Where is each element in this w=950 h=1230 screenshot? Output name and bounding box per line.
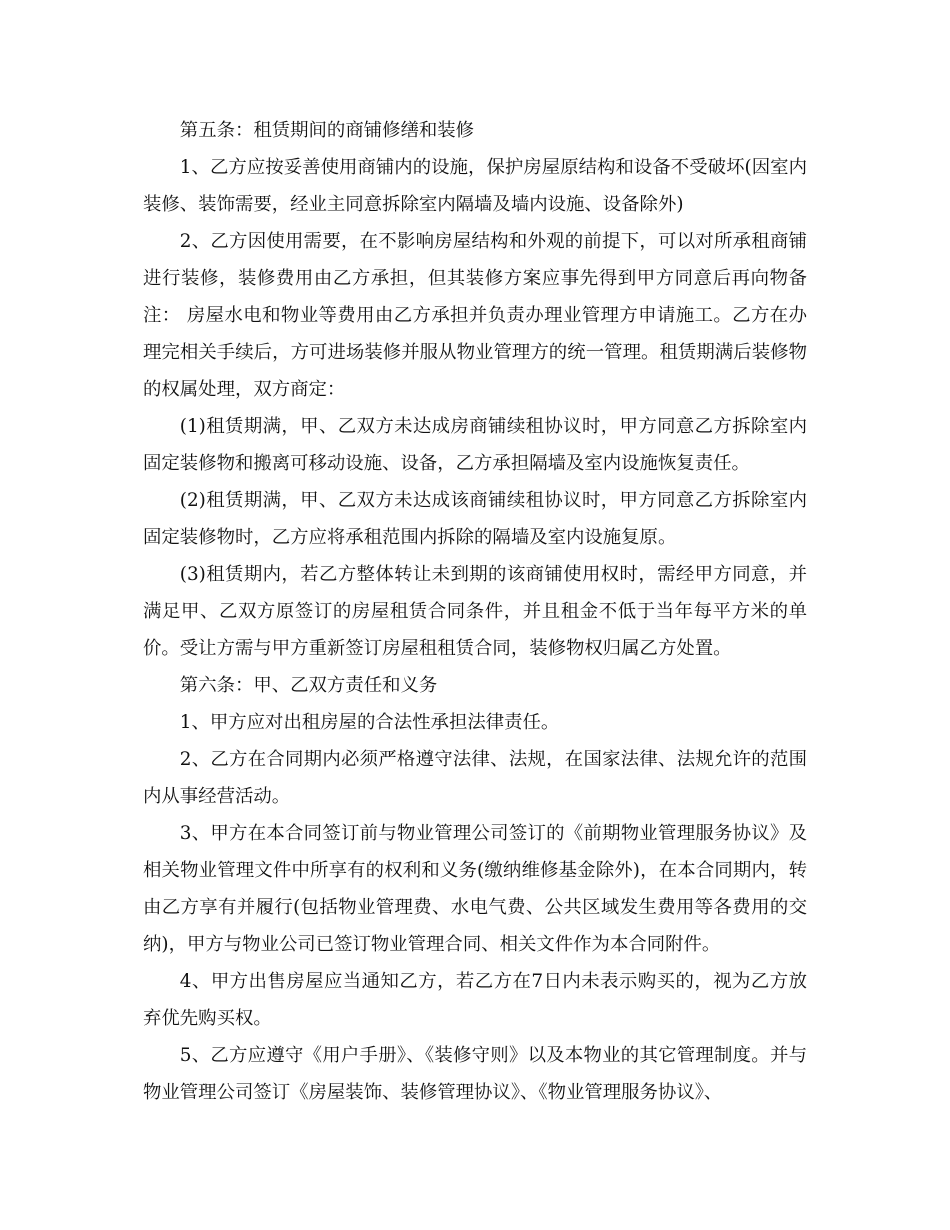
paragraph-6-1: 1、甲方应对出租房屋的合法性承担法律责任。: [179, 712, 560, 733]
paragraph-5-2: 2、乙方因使用需要，在不影响房屋结构和外观的前提下，可以对所承租商铺进行装修，装修费用由乙方承担，但其装修方案应事先得到甲方同意后再向物备注： 房屋水电和物业等费用由乙方承担并负责办理业管理方申请施工。乙方在办理完相关手续后，方可进场装修并服从物业管理方的统一管理。租赁期满后装修物的权属处理，双方商定：: [143, 231, 807, 400]
paragraph-6-4: 4、甲方出售房屋应当通知乙方，若乙方在7日内未表示购买的，视为乙方放弃优先购买权。: [143, 971, 807, 1029]
paragraph-5-2-item-3: (3)租赁期内，若乙方整体转让未到期的该商铺使用权时，需经甲方同意，并满足甲、乙双方原签订的房屋租赁合同条件，并且租金不低于当年每平方米的单价。受让方需与甲方重新签订房屋租租赁合同，装修物权归属乙方处置。: [143, 564, 807, 659]
paragraph-6-2: 2、乙方在合同期内必须严格遵守法律、法规，在国家法律、法规允许的范围内从事经营活动。: [143, 749, 807, 807]
document-body: [143, 112, 807, 1111]
paragraph-5-1: 1、乙方应按妥善使用商铺内的设施，保护房屋原结构和设备不受破坏(因室内装修、装饰需要，经业主同意拆除室内隔墙及墙内设施、设备除外): [143, 157, 807, 215]
article-5-heading: 第五条：租赁期间的商铺修缮和装修: [179, 120, 475, 141]
paragraph-6-5: 5、乙方应遵守《用户手册》、《装修守则》以及本物业的其它管理制度。并与物业管理公司签订《房屋装饰、装修管理协议》、《物业管理服务协议》、: [143, 1045, 807, 1103]
paragraph-5-2-item-2: (2)租赁期满，甲、乙双方未达成该商铺续租协议时，甲方同意乙方拆除室内固定装修物时，乙方应将承租范围内拆除的隔墙及室内设施复原。: [143, 490, 807, 548]
article-6-heading: 第六条：甲、乙双方责任和义务: [179, 675, 438, 696]
paragraph-6-3: 3、甲方在本合同签订前与物业管理公司签订的《前期物业管理服务协议》及相关物业管理文件中所享有的权利和义务(缴纳维修基金除外)，在本合同期内，转由乙方享有并履行(包括物业管理费、水电气费、公共区域发生费用等各费用的交纳)，甲方与物业公司已签订物业管理合同、相关文件作为本合同附件。: [143, 823, 807, 955]
paragraph-5-2-item-1: (1)租赁期满，甲、乙双方未达成房商铺续租协议时，甲方同意乙方拆除室内固定装修物和搬离可移动设施、设备，乙方承担隔墙及室内设施恢复责任。: [143, 416, 807, 474]
